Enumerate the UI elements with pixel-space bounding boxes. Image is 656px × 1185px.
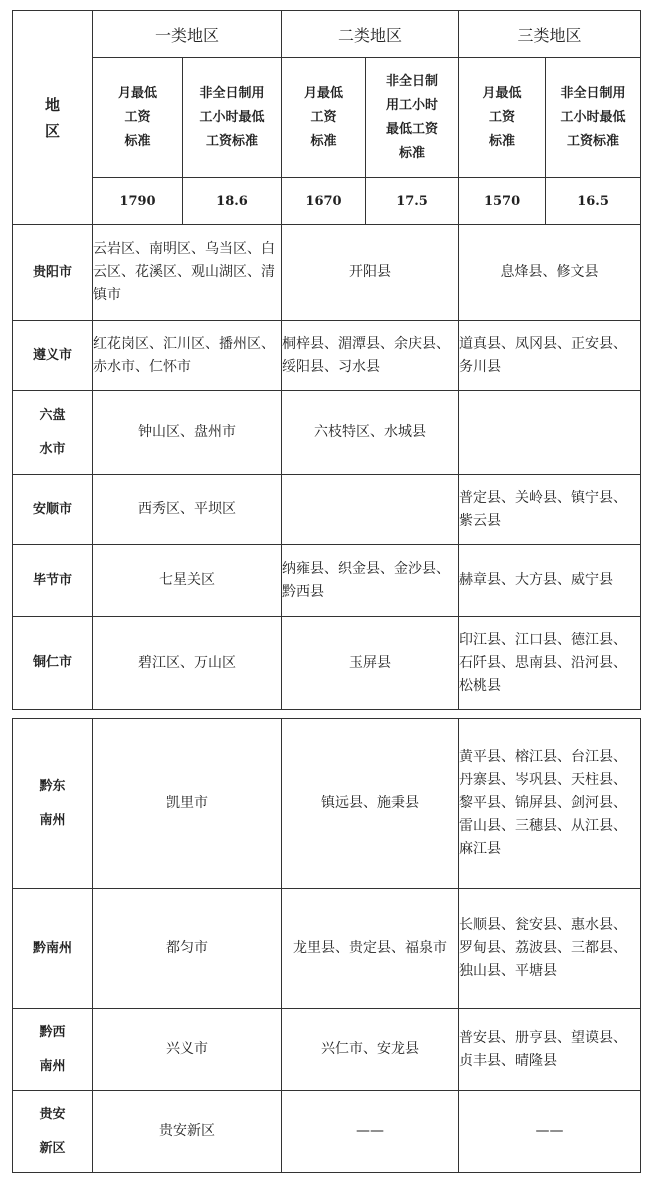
class-3-areas: 普安县、册亨县、望谟县、贞丰县、晴隆县 bbox=[459, 1009, 641, 1091]
class-3-areas: 印江县、江口县、德江县、石阡县、思南县、沿河县、松桃县 bbox=[459, 617, 641, 710]
class-2-areas: 纳雍县、织金县、金沙县、黔西县 bbox=[282, 545, 459, 617]
class-2-areas: —— bbox=[282, 1091, 459, 1173]
class-1-areas: 兴义市 bbox=[93, 1009, 282, 1091]
table-row bbox=[13, 475, 641, 545]
class-1-areas: 凯里市 bbox=[93, 719, 282, 889]
region-name: 毕节市 bbox=[13, 545, 93, 617]
class-1-areas: 钟山区、盘州市 bbox=[93, 391, 282, 475]
region-name: 黔东 南州 bbox=[13, 719, 93, 889]
class-1-areas: 贵安新区 bbox=[93, 1091, 282, 1173]
monthly-wage-header-1: 月最低 工资 标准 bbox=[93, 58, 183, 178]
hourly-wage-header-1: 非全日制用 工小时最低 工资标准 bbox=[183, 58, 282, 178]
table-row bbox=[13, 545, 641, 617]
region-name: 贵安 新区 bbox=[13, 1091, 93, 1173]
class-3-areas: 赫章县、大方县、威宁县 bbox=[459, 545, 641, 617]
class-3-areas: —— bbox=[459, 1091, 641, 1173]
class-3-areas: 黄平县、榕江县、台江县、丹寨县、岑巩县、天柱县、黎平县、锦屏县、剑河县、雷山县、三穗县、从江县、麻江县 bbox=[459, 719, 641, 889]
table-row bbox=[13, 617, 641, 710]
class-2-areas: 玉屏县 bbox=[282, 617, 459, 710]
monthly-wage-header-3: 月最低 工资 标准 bbox=[459, 58, 546, 178]
region-name: 铜仁市 bbox=[13, 617, 93, 710]
region-column-header: 地 区 bbox=[13, 11, 93, 225]
class-2-areas: 六枝特区、水城县 bbox=[282, 391, 459, 475]
class-2-areas: 桐梓县、湄潭县、余庆县、绥阳县、习水县 bbox=[282, 321, 459, 391]
group-header-2: 二类地区 bbox=[282, 11, 459, 58]
class-2-areas: 开阳县 bbox=[282, 225, 459, 321]
wage-table-top bbox=[12, 10, 641, 710]
region-name: 贵阳市 bbox=[13, 225, 93, 321]
table-row bbox=[13, 391, 641, 475]
class-1-areas: 云岩区、南明区、乌当区、白云区、花溪区、观山湖区、清镇市 bbox=[93, 225, 282, 321]
class-2-areas: 兴仁市、安龙县 bbox=[282, 1009, 459, 1091]
group-header-1: 一类地区 bbox=[93, 11, 282, 58]
wage-value: 1790 bbox=[93, 178, 183, 225]
region-name: 黔南州 bbox=[13, 889, 93, 1009]
wage-value: 1670 bbox=[282, 178, 366, 225]
class-1-areas: 都匀市 bbox=[93, 889, 282, 1009]
class-1-areas: 红花岗区、汇川区、播州区、赤水市、仁怀市 bbox=[93, 321, 282, 391]
region-name: 遵义市 bbox=[13, 321, 93, 391]
wage-value: 16.5 bbox=[546, 178, 641, 225]
class-1-areas: 碧江区、万山区 bbox=[93, 617, 282, 710]
table-row bbox=[13, 225, 641, 321]
table-row bbox=[13, 1091, 641, 1173]
region-name: 六盘 水市 bbox=[13, 391, 93, 475]
table-row bbox=[13, 719, 641, 889]
class-2-areas: 镇远县、施秉县 bbox=[282, 719, 459, 889]
wage-value: 18.6 bbox=[183, 178, 282, 225]
hourly-wage-header-3: 非全日制用 工小时最低 工资标准 bbox=[546, 58, 641, 178]
wage-table-bottom bbox=[12, 718, 641, 1173]
monthly-wage-header-2: 月最低 工资 标准 bbox=[282, 58, 366, 178]
class-3-areas bbox=[459, 391, 641, 475]
class-3-areas: 道真县、凤冈县、正安县、务川县 bbox=[459, 321, 641, 391]
class-3-areas: 普定县、关岭县、镇宁县、紫云县 bbox=[459, 475, 641, 545]
table-row bbox=[13, 889, 641, 1009]
region-name: 黔西 南州 bbox=[13, 1009, 93, 1091]
wage-value: 17.5 bbox=[366, 178, 459, 225]
hourly-wage-header-2: 非全日制 用工小时 最低工资 标准 bbox=[366, 58, 459, 178]
group-header-3: 三类地区 bbox=[459, 11, 641, 58]
wage-value: 1570 bbox=[459, 178, 546, 225]
class-2-areas bbox=[282, 475, 459, 545]
table-row bbox=[13, 321, 641, 391]
class-1-areas: 西秀区、平坝区 bbox=[93, 475, 282, 545]
class-1-areas: 七星关区 bbox=[93, 545, 282, 617]
class-2-areas: 龙里县、贵定县、福泉市 bbox=[282, 889, 459, 1009]
region-name: 安顺市 bbox=[13, 475, 93, 545]
class-3-areas: 长顺县、瓮安县、惠水县、罗甸县、荔波县、三都县、独山县、平塘县 bbox=[459, 889, 641, 1009]
class-3-areas: 息烽县、修文县 bbox=[459, 225, 641, 321]
table-row bbox=[13, 1009, 641, 1091]
